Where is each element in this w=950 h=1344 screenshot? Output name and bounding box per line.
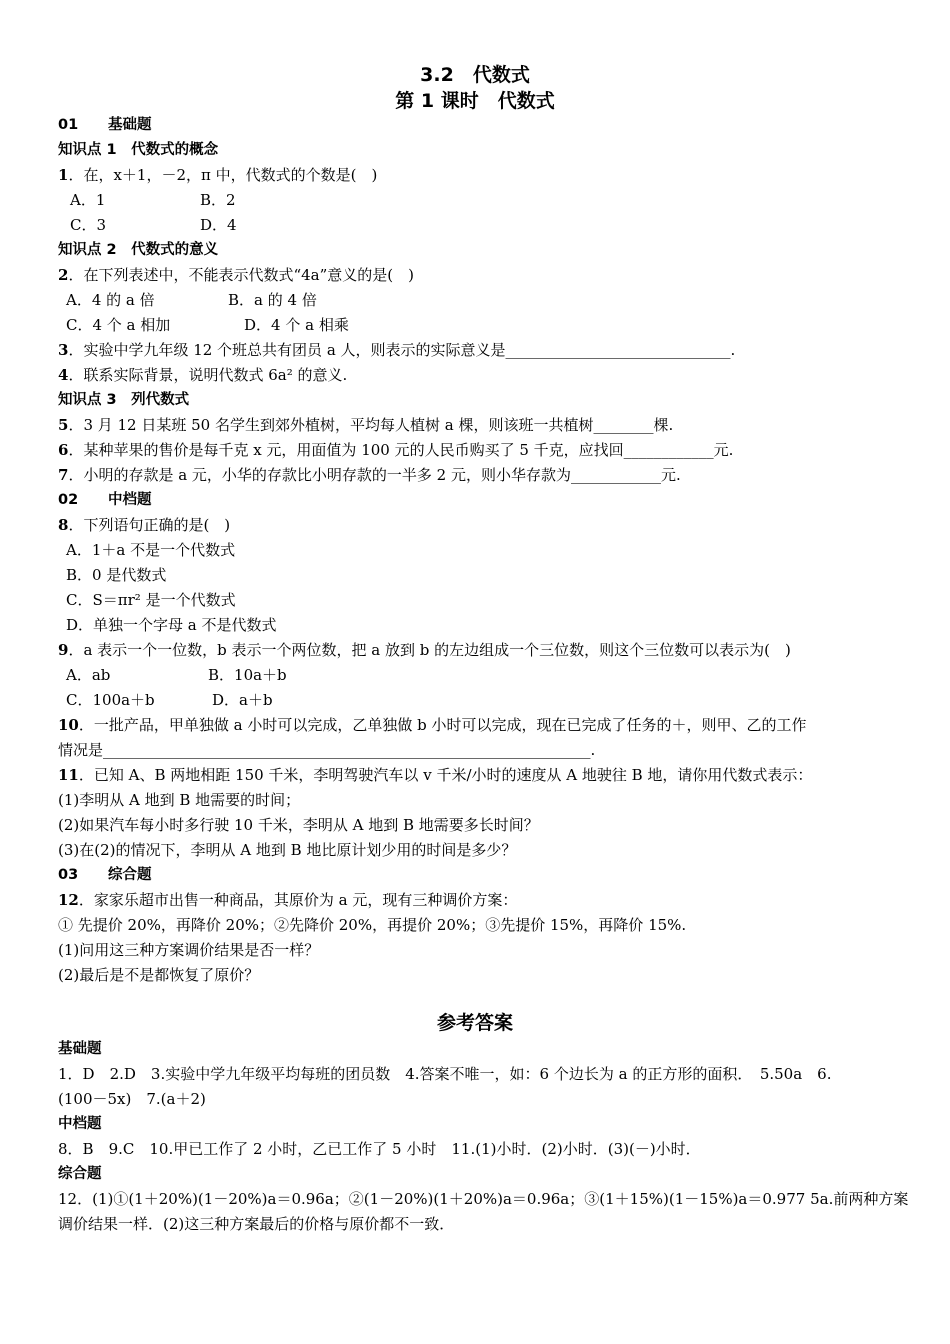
q2-option-b: B．a 的 4 倍 bbox=[228, 291, 317, 309]
answers-title: 参考答案 bbox=[436, 1012, 513, 1034]
q8-option-a: A．1＋a 不是一个代数式 bbox=[66, 541, 236, 559]
q11-part-2: (2)如果汽车每小时多行驶 10 千米，李明从 A 地到 B 地需要多长时间？ bbox=[58, 816, 539, 834]
knowledge-point-1: 知识点 1 代数式的概念 bbox=[58, 142, 219, 158]
q8-option-b: B．0 是代数式 bbox=[66, 566, 167, 584]
question-9: 9．a 表示一个一位数，b 表示一个两位数，把 a 放到 b 的左边组成一个三位数，则这个三位数可以表示为( ) bbox=[58, 641, 791, 659]
answers-basic-line-1: 1．D 2.D 3.实验中学九年级平均每班的团员数 4.答案不唯一，如：6 个边长为 a 的正方形的面积． 5.50a 6. bbox=[58, 1065, 832, 1083]
q2-option-c: C．4 个 a 相加 bbox=[66, 316, 171, 334]
question-7: 7．小明的存款是 a 元，小华的存款比小明存款的一半多 2 元，则小华存款为____________元. bbox=[58, 466, 681, 484]
answers-medium-label: 中档题 bbox=[58, 1116, 102, 1132]
answers-basic-label: 基础题 bbox=[58, 1041, 102, 1057]
knowledge-point-3: 知识点 3 列代数式 bbox=[58, 392, 190, 408]
question-12: 12．家家乐超市出售一种商品，其原价为 a 元，现有三种调价方案： bbox=[58, 891, 518, 909]
question-1: 1．在，x＋1，－2，π 中，代数式的个数是( ) bbox=[58, 166, 378, 184]
q9-option-b: B．10a＋b bbox=[208, 666, 287, 684]
answers-comp-label: 综合题 bbox=[58, 1166, 102, 1182]
q8-option-d: D．单独一个字母 a 不是代数式 bbox=[66, 616, 277, 634]
knowledge-point-2: 知识点 2 代数式的意义 bbox=[58, 242, 219, 258]
q12-part-2: (2)最后是不是都恢复了原价？ bbox=[58, 966, 260, 984]
answers-medium-line: 8．B 9.C 10.甲已工作了 2 小时，乙已工作了 5 小时 11.(1)小时．(2)小时．(3)(－)小时． bbox=[58, 1140, 701, 1158]
question-11: 11．已知 A、B 两地相距 150 千米，李明驾驶汽车以 v 千米/小时的速度从 A 地驶往 B 地，请你用代数式表示： bbox=[58, 766, 813, 784]
question-10: 10．一批产品，甲单独做 a 小时可以完成，乙单独做 b 小时可以完成，现在已完成了任务的＋，则甲、乙的工作 bbox=[58, 716, 807, 734]
question-4: 4．联系实际背景，说明代数式 6a² 的意义. bbox=[58, 366, 348, 384]
q1-option-a: A．1 bbox=[70, 191, 106, 209]
question-3: 3．实验中学九年级 12 个班总共有团员 a 人，则表示的实际意义是______________________________. bbox=[58, 341, 736, 359]
q12-schemes: ① 先提价 20%，再降价 20%；②先降价 20%，再提价 20%；③先提价 15%，再降价 15%. bbox=[58, 916, 687, 934]
answers-comp-line-1: 12．(1)①(1＋20%)(1－20%)a＝0.96a；②(1－20%)(1＋20%)a＝0.96a；③(1＋15%)(1－15%)a＝0.977 5a.前两种方案 bbox=[58, 1190, 909, 1208]
q2-option-d: D．4 个 a 相乘 bbox=[244, 316, 349, 334]
document-title: 3.2 代数式 bbox=[420, 64, 530, 86]
q9-option-a: A．ab bbox=[66, 666, 111, 684]
question-8: 8．下列语句正确的是( ) bbox=[58, 516, 231, 534]
section-basic: 01 基础题 bbox=[58, 117, 152, 133]
q11-part-3: (3)在(2)的情况下，李明从 A 地到 B 地比原计划少用的时间是多少？ bbox=[58, 841, 517, 859]
q9-option-d: D．a＋b bbox=[212, 691, 273, 709]
q2-option-a: A．4 的 a 倍 bbox=[66, 291, 155, 309]
q11-part-1: (1)李明从 A 地到 B 地需要的时间； bbox=[58, 791, 301, 809]
q1-option-c: C．3 bbox=[70, 216, 107, 234]
answers-basic-line-2: (100－5x) 7.(a＋2) bbox=[58, 1090, 206, 1108]
question-6: 6．某种苹果的售价是每千克 x 元，用面值为 100 元的人民币购买了 5 千克，应找回____________元. bbox=[58, 441, 734, 459]
question-5: 5．3 月 12 日某班 50 名学生到郊外植树，平均每人植树 a 棵，则该班一共植树________棵. bbox=[58, 416, 674, 434]
lesson-subtitle: 第 1 课时 代数式 bbox=[395, 90, 555, 112]
section-comprehensive: 03 综合题 bbox=[58, 867, 152, 883]
q12-part-1: (1)问用这三种方案调价结果是否一样？ bbox=[58, 941, 320, 959]
q8-option-c: C．S＝πr² 是一个代数式 bbox=[66, 591, 236, 609]
question-10-continued: 情况是_________________________________________________________________. bbox=[58, 741, 596, 759]
section-medium: 02 中档题 bbox=[58, 492, 152, 508]
q9-option-c: C．100a＋b bbox=[66, 691, 155, 709]
q1-option-d: D．4 bbox=[200, 216, 237, 234]
answers-comp-line-2: 调价结果一样．(2)这三种方案最后的价格与原价都不一致． bbox=[58, 1215, 455, 1233]
q1-option-b: B．2 bbox=[200, 191, 236, 209]
question-2: 2．在下列表述中，不能表示代数式“4a”意义的是( ) bbox=[58, 266, 414, 284]
